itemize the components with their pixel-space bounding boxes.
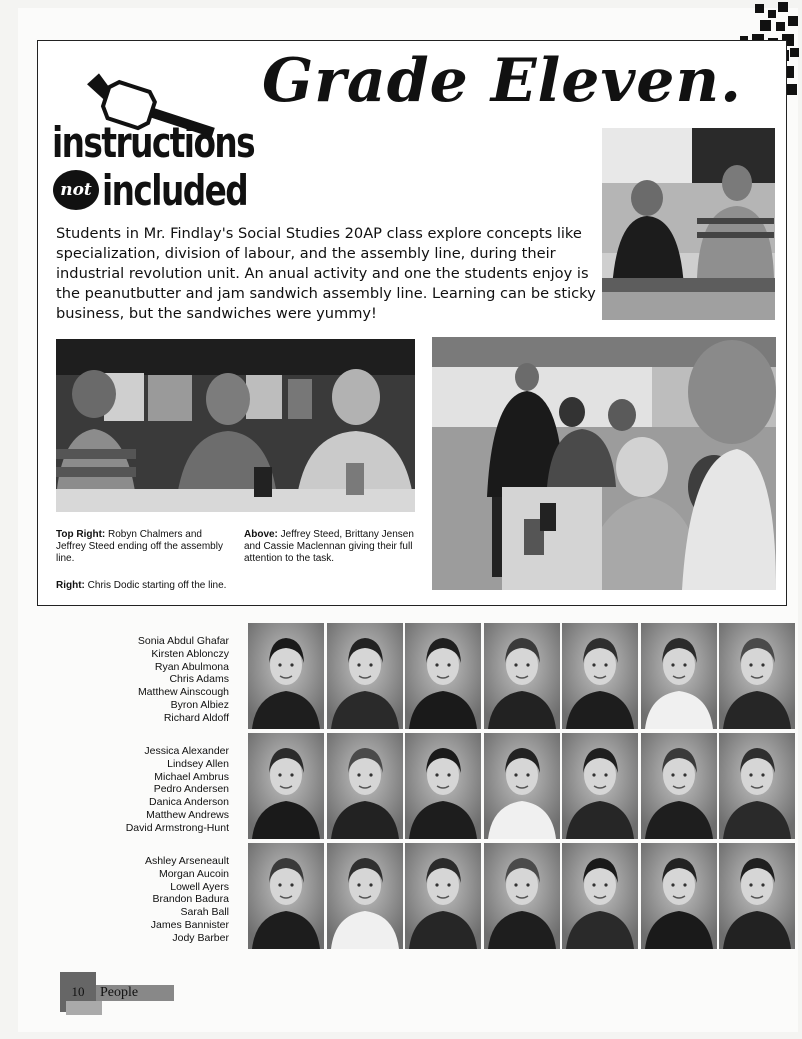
student-portrait [405,623,481,729]
student-name: Ryan Abulmona [154,660,229,673]
student-name: Danica Anderson [149,796,229,809]
footer-accent [66,1001,102,1015]
student-name: Ashley Arseneault [144,855,229,867]
logo-line-2: included [102,166,248,215]
student-name: Brandon Badura [152,893,229,906]
photo-right [432,337,776,590]
student-name: Lindsey Allen [167,757,229,770]
student-portrait [484,733,560,839]
name-list-row-1 [14,635,229,725]
student-name: Jessica Alexander [144,745,229,757]
student-portrait [405,843,481,949]
student-portrait [248,623,324,729]
student-name: Sarah Ball [180,906,229,919]
page-title: Grade Eleven. [262,46,742,116]
student-portrait [248,843,324,949]
student-name: James Bannister [150,918,229,931]
student-portrait [484,623,560,729]
student-name: David Armstrong-Hunt [125,821,229,834]
student-portrait [562,733,638,839]
student-name: Matthew Andrews [146,808,229,821]
student-portrait [484,843,560,949]
student-portrait [641,843,717,949]
student-portrait [641,733,717,839]
student-portrait [248,733,324,839]
photo-above [56,339,415,512]
student-name: Pedro Andersen [153,783,229,796]
caption-above: Above: Jeffrey Steed, Brittany Jensen and Cassie Maclennan giving their full attention to the task. [244,529,414,564]
student-name: Richard Aldoff [163,711,229,724]
student-portrait [405,733,481,839]
student-portrait [327,623,403,729]
student-portrait [719,843,795,949]
student-name: Byron Albiez [170,698,229,711]
student-portrait [641,623,717,729]
photo-top-right [602,128,775,320]
student-name: Kirsten Ablonczy [151,647,229,660]
student-name: Sonia Abdul Ghafar [137,635,229,647]
name-list-row-3 [14,855,229,945]
page-number: 10 [60,972,96,1012]
student-name: Michael Ambrus [154,770,229,783]
student-name: Lowell Ayers [170,880,229,893]
student-name: Morgan Aucoin [158,867,229,880]
caption-right: Right: Chris Dodic starting off the line. [56,580,227,591]
name-list-row-2 [14,745,229,835]
student-name: Chris Adams [169,673,229,686]
student-portrait [327,733,403,839]
intro-paragraph: Students in Mr. Findlay's Social Studies 20AP class explore concepts like specialization, division of labour, and the assembly line, during their industrial revolution unit. An anual activity and one the students enjoy is the peanutbutter and jam sandwich assembly line. Learning can be sticky business, but the sandwiches were yummy! [56,225,596,322]
student-name: Matthew Ainscough [137,686,229,699]
student-portrait [719,733,795,839]
student-portrait [562,623,638,729]
caption-top-right: Top Right: Robyn Chalmers and Jeffrey Steed ending off the assembly line. [56,529,223,564]
student-portrait [562,843,638,949]
logo-line-1: instructions [52,118,255,167]
student-portrait [719,623,795,729]
logo-not-badge: not [53,170,99,210]
student-portrait [327,843,403,949]
section-label: People [100,985,139,1000]
student-name: Jody Barber [172,931,229,944]
